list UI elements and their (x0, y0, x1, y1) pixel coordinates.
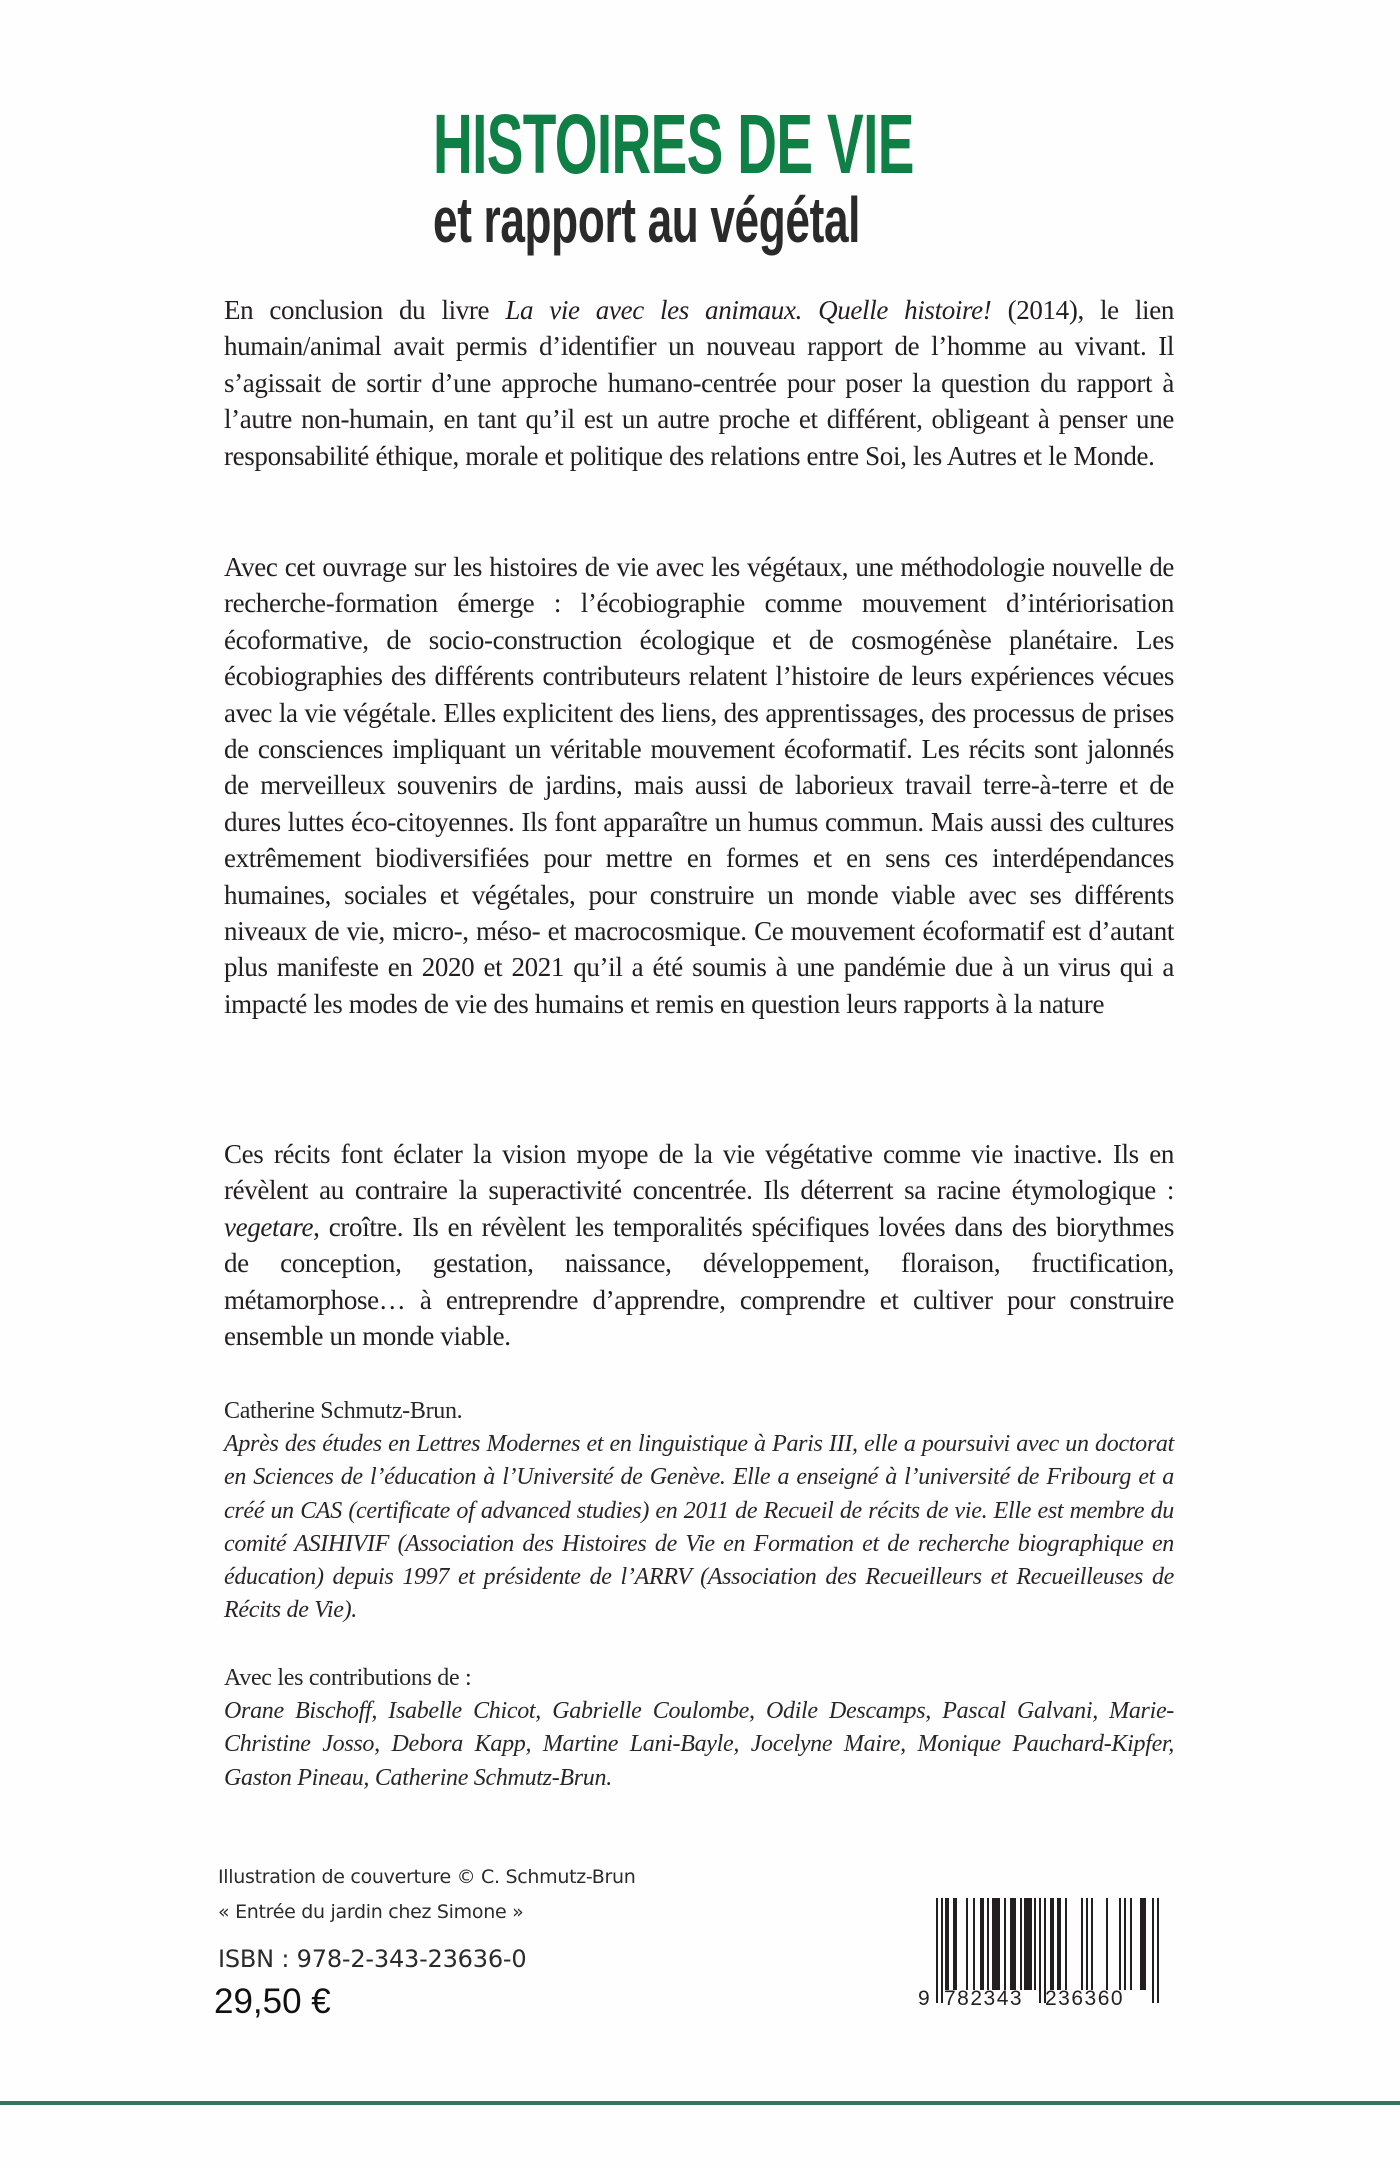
barcode-digits-left: 782343 (944, 1987, 1024, 2010)
contributors-label: Avec les contributions de : (224, 1665, 472, 1691)
summary-paragraph-2: Avec cet ouvrage sur les histoires de vie avec les végétaux, une méthodologie nouvelle de recherche-formation émerge : l’écobiographie comme mouvement d’intériorisation écoformative, de socio-construction écologique et de cosmogénèse planétaire. Les écobiographies des différents contributeurs relatent l’histoire de leurs expériences vécues avec la vie végétale. Elles explicitent des liens, des apprentissages, des processus de prises de consciences impliquant un véritable mouvement écoformatif. Les récits sont jalonnés de merveilleux souvenirs de jardins, mais aussi de laborieux travail terre-à-terre et de dures luttes éco-citoyennes. Ils font apparaître un humus commun. Mais aussi des cultures extrêmement biodiversifiées pour mettre en formes et en sens ces interdépendances humaines, sociales et végétales, pour construire un monde viable avec ses différents niveaux de vie, micro-, méso- et macrocosmique. Ce mouvement écoformatif est d’autant plus manifeste en 2020 et 2021 qu’il a été soumis à une pandémie due à un virus qui a impacté les modes de vie des humains et remis en question leurs rapports à la nature (224, 552, 1174, 1019)
paragraph-text: Ces récits font éclater la vision myope de la vie végétative comme vie inactive. Ils en révèlent au contraire la superactivité concentrée. Ils déterrent sa racine étymologique : (224, 1139, 1174, 1206)
barcode-digits-right: 236360 (1045, 1987, 1125, 2010)
contributors-list: Orane Bischoff, Isabelle Chicot, Gabrielle Coulombe, Odile Descamps, Pascal Galvani, Marie-Christine Josso, Debora Kapp, Martine Lani-Bayle, Jocelyne Maire, Monique Pauchard-Kipfer, Gaston Pineau, Catherine Schmutz-Brun. (224, 1698, 1174, 1791)
paragraph-text: (2014), le lien humain/animal avait permis d’identifier un nouveau rapport de l’homme au vivant. Il s’agissait de sortir d’une approche humano-centrée pour poser la question du rapport à l’autre non-humain, en tant qu’il est un autre proche et différent, obligeant à penser une responsabilité éthique, morale et politique des relations entre Soi, les Autres et le Monde. (224, 295, 1174, 471)
bottom-green-rule (0, 2101, 1400, 2105)
barcode-digit-first: 9 (918, 1987, 930, 2010)
referenced-book-title: La vie avec les animaux. Quelle histoire! (505, 295, 992, 325)
paragraph-text: En conclusion du livre (224, 295, 506, 325)
price: 29,50 € (214, 1982, 331, 2021)
isbn-barcode (918, 1893, 1178, 2018)
summary-paragraph-3 (224, 1136, 1174, 1354)
author-name: Catherine Schmutz-Brun. (224, 1398, 463, 1424)
author-section (224, 1395, 1174, 1627)
contributors-section (224, 1662, 1174, 1795)
isbn: ISBN : 978-2-343-23636-0 (218, 1945, 527, 1973)
latin-term: vegetare (224, 1211, 314, 1242)
summary-paragraph-1 (224, 292, 1174, 474)
author-bio: Après des études en Lettres Modernes et en linguistique à Paris III, elle a poursuivi avec un doctorat en Sciences de l’éducation à l’Université de Genève. Elle a enseigné à l’université de Fribourg et a créé un CAS (certificate of advanced studies) en 2011 de Recueil de récits de vie. Elle est membre du comité ASIHIVIF (Association des Histoires de Vie en Formation et de recherche biographique en éducation) depuis 1997 et présidente de l’ARRV (Association des Recueilleurs et Recueilleuses de Récits de Vie). (224, 1431, 1174, 1624)
illustration-credit: Illustration de couverture © C. Schmutz-Brun (218, 1866, 636, 1888)
book-title: HISTOIRES DE VIE (433, 97, 914, 191)
illustration-caption: « Entrée du jardin chez Simone » (218, 1901, 524, 1923)
credits-block (214, 1860, 636, 2022)
book-subtitle: et rapport au végétal (433, 184, 861, 256)
paragraph-text: , croître. Ils en révèlent les temporalités spécifiques lovées dans des biorythmes de conception, gestation, naissance, développement, floraison, fructification, métamorphose… à entreprendre d’apprendre, comprendre et cultiver pour construire ensemble un monde viable. (224, 1211, 1174, 1352)
title-block (433, 97, 973, 256)
